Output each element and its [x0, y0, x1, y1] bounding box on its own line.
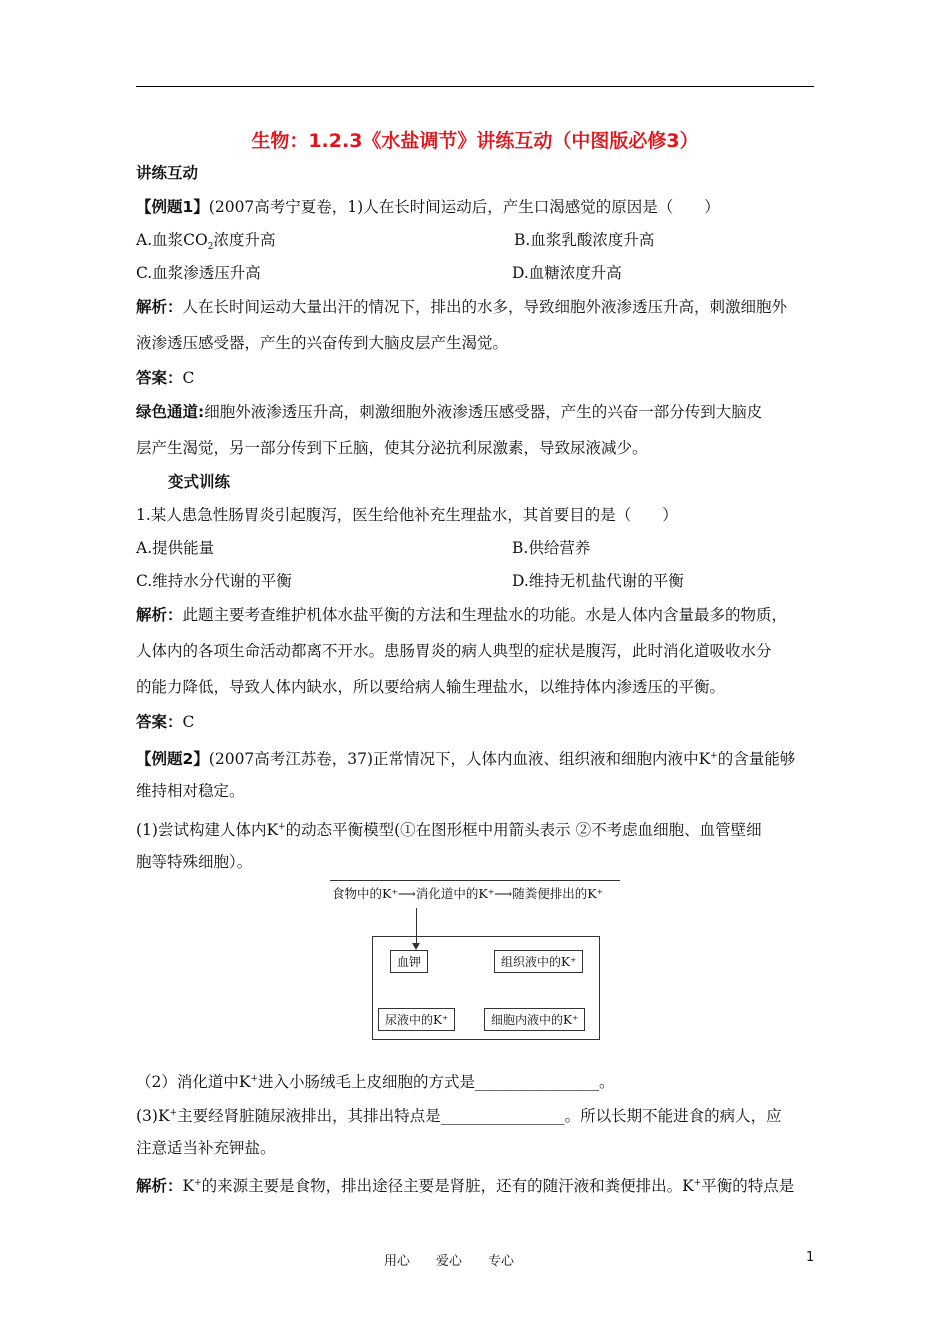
analysis-text: 此题主要考查维护机体水盐平衡的方法和生理盐水的功能。水是人体内含量最多的物质， [182, 606, 788, 624]
example2-question3-cont: 注意适当补充钾盐。 [136, 1139, 276, 1157]
q2-pre: （2）消化道中K [136, 1073, 251, 1092]
k-balance-diagram [330, 880, 622, 1042]
example1-analysis [136, 297, 787, 317]
example1-stem [136, 197, 720, 217]
page-number: 1 [806, 1250, 815, 1265]
example2-question1-cont: 胞等特殊细胞）。 [136, 853, 253, 871]
q1-pre: (1)尝试构建人体内K [136, 821, 279, 840]
variant-heading: 变式训练 [168, 473, 231, 491]
example2-question2 [136, 1069, 615, 1092]
variant-option-d: D.维持无机盐代谢的平衡 [512, 572, 684, 590]
arrow-down-icon [412, 943, 420, 950]
stem-pre: (2007高考江苏卷，37)正常情况下，人体内血液、组织液和细胞内液中K [208, 750, 711, 769]
answer-label: 答案： [136, 713, 183, 731]
option-a-post: 浓度升高 [213, 231, 276, 249]
variant-option-b: B.供给营养 [512, 539, 591, 557]
example2-stem-cont: 维持相对稳定。 [136, 782, 245, 800]
example1-option-a [136, 230, 275, 257]
box-intracellular-k: 细胞内液中的K⁺ [484, 1008, 585, 1031]
variant-option-c: C.维持水分代谢的平衡 [136, 572, 292, 590]
box-urine-k: 尿液中的K⁺ [378, 1008, 455, 1031]
page-title: 生物：1.2.3《水盐调节》讲练互动（中图版必修3） [251, 130, 699, 152]
header-rule [136, 86, 814, 87]
stem-sup: + [710, 751, 718, 761]
diagram-arrow-line [416, 908, 417, 946]
analysis-label: 解析： [136, 606, 183, 624]
analysis-label: 解析： [136, 298, 183, 316]
box-tissue-fluid-k: 组织液中的K⁺ [494, 950, 583, 973]
example1-answer [136, 368, 194, 388]
section-heading: 讲练互动 [136, 164, 199, 182]
answer-value: C [182, 369, 195, 387]
box-blood-potassium: 血钾 [390, 950, 428, 973]
q3-pre: (3)K [136, 1107, 170, 1126]
example2-question3 [136, 1103, 782, 1126]
example1-option-b: B.血浆乳酸浓度升高 [514, 231, 655, 249]
example1-green-channel [136, 402, 762, 422]
q1-post: 的动态平衡模型(①在图形框中用箭头表示 ②不考虑血细胞、血管壁细 [285, 821, 762, 840]
footer-slogan: 用心 爱心 专心 [384, 1254, 515, 1269]
analysis-label: 解析： [136, 1177, 183, 1196]
q1-sup: + [278, 822, 286, 832]
example1-green-channel-cont: 层产生渴觉，另一部分传到下丘脑，使其分泌抗利尿激素，导致尿液减少。 [136, 439, 648, 457]
analysis-sup2: + [693, 1178, 702, 1188]
example1-option-d: D.血糖浓度升高 [512, 264, 622, 282]
example1-stem-text: (2007高考宁夏卷，1)人在长时间运动后，产生口渴感觉的原因是（ ） [208, 198, 720, 216]
green-channel-label: 绿色通道: [136, 403, 205, 421]
example2-analysis [136, 1173, 794, 1196]
stem-post: 的含量能够 [717, 750, 796, 769]
analysis-sup: + [194, 1178, 202, 1188]
analysis-mid: 的来源主要是食物，排出途径主要是肾脏，还有的随汗液和粪便排出。K [201, 1177, 694, 1196]
answer-label: 答案： [136, 369, 183, 387]
q3-sup: + [169, 1108, 178, 1118]
variant-stem: 1.某人患急性肠胃炎引起腹泻，医生给他补充生理盐水，其首要目的是（ ） [136, 506, 678, 524]
example1-option-c: C.血浆渗透压升高 [136, 264, 261, 282]
q2-sup: + [250, 1074, 258, 1084]
example2-question1 [136, 817, 762, 840]
variant-analysis-cont-1: 人体内的各项生命活动都离不开水。患肠胃炎的病人典型的症状是腹泻，此时消化道吸收水分 [136, 642, 772, 660]
example1-tag: 【例题1】 [136, 198, 209, 216]
example2-stem [136, 746, 795, 769]
variant-analysis [136, 605, 787, 625]
q3-post: 主要经肾脏随尿液排出，其排出特点是________________。所以长期不能进食的病人，应 [177, 1107, 782, 1126]
variant-analysis-cont-2: 的能力降低，导致人体内缺水，所以要给病人输生理盐水，以维持体内渗透压的平衡。 [136, 678, 726, 696]
option-a-sub: 2 [207, 242, 214, 253]
analysis-text: 人在长时间运动大量出汗的情况下，排出的水多，导致细胞外液渗透压升高，刺激细胞外 [182, 298, 788, 316]
variant-option-a: A.提供能量 [136, 539, 215, 557]
example2-tag: 【例题2】 [136, 750, 209, 769]
diagram-top-rule [330, 880, 620, 881]
analysis-post: 平衡的特点是 [701, 1177, 795, 1196]
answer-value: C [182, 713, 195, 731]
analysis-pre: K [182, 1177, 195, 1196]
diagram-top-chain: 食物中的K⁺⟶消化道中的K⁺⟶随粪便排出的K⁺ [332, 886, 604, 901]
option-a-pre: A.血浆CO [136, 231, 208, 249]
variant-answer [136, 712, 194, 732]
q2-post: 进入小肠绒毛上皮细胞的方式是________________。 [258, 1073, 615, 1092]
green-channel-text: 细胞外液渗透压升高，刺激细胞外液渗透压感受器，产生的兴奋一部分传到大脑皮 [204, 403, 763, 421]
example1-analysis-cont: 液渗透压感受器，产生的兴奋传到大脑皮层产生渴觉。 [136, 334, 509, 352]
